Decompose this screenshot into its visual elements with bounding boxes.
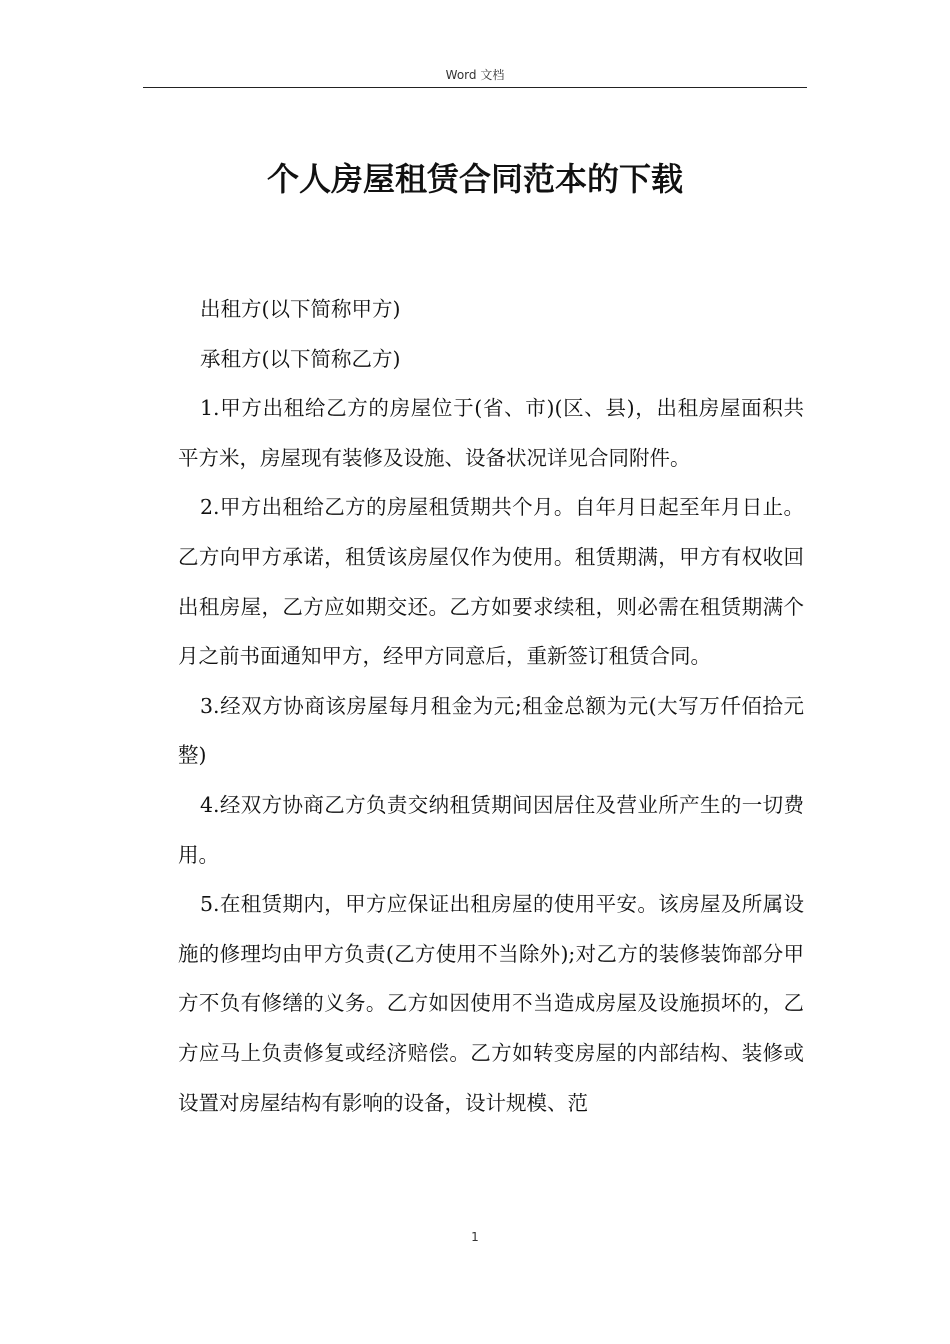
paragraph-clause-1: 1.甲方出租给乙方的房屋位于(省、市)(区、县)，出租房屋面积共平方米，房屋现有装修及设施、设备状况详见合同附件。 <box>178 396 804 470</box>
paragraph-lessee: 承租方(以下简称乙方) <box>200 346 401 371</box>
paragraph-clause-4: 4.经双方协商乙方负责交纳租赁期间因居住及营业所产生的一切费用。 <box>178 792 804 867</box>
paragraph-clause-2: 2.甲方出租给乙方的房屋租赁期共个月。自年月日起至年月日止。乙方向甲方承诺，租赁该房屋仅作为使用。租赁期满，甲方有权收回出租房屋，乙方应如期交还。乙方如要求续租，则必需在租赁期满个月之前书面通知甲方，经甲方同意后，重新签订租赁合同。 <box>178 495 804 669</box>
page-header: Word 文档 <box>445 68 505 82</box>
document-title: 个人房屋租赁合同范本的下载 <box>266 160 683 198</box>
header-divider <box>143 87 807 88</box>
paragraph-lessor: 出租方(以下简称甲方) <box>200 297 401 321</box>
page-number: 1 <box>471 1230 479 1244</box>
document-body <box>178 285 804 1128</box>
paragraph-clause-3: 3.经双方协商该房屋每月租金为元;租金总额为元(大写万仟佰拾元整) <box>178 693 804 768</box>
paragraph-clause-5: 5.在租赁期内，甲方应保证出租房屋的使用平安。该房屋及所属设施的修理均由甲方负责(乙方使用不当除外);对乙方的装修装饰部分甲方不负有修缮的义务。乙方如因使用不当造成房屋及设施损坏的，乙方应马上负责修复或经济赔偿。乙方如转变房屋的内部结构、装修或设置对房屋结构有影响的设备，设计规模、范 <box>178 892 804 1115</box>
